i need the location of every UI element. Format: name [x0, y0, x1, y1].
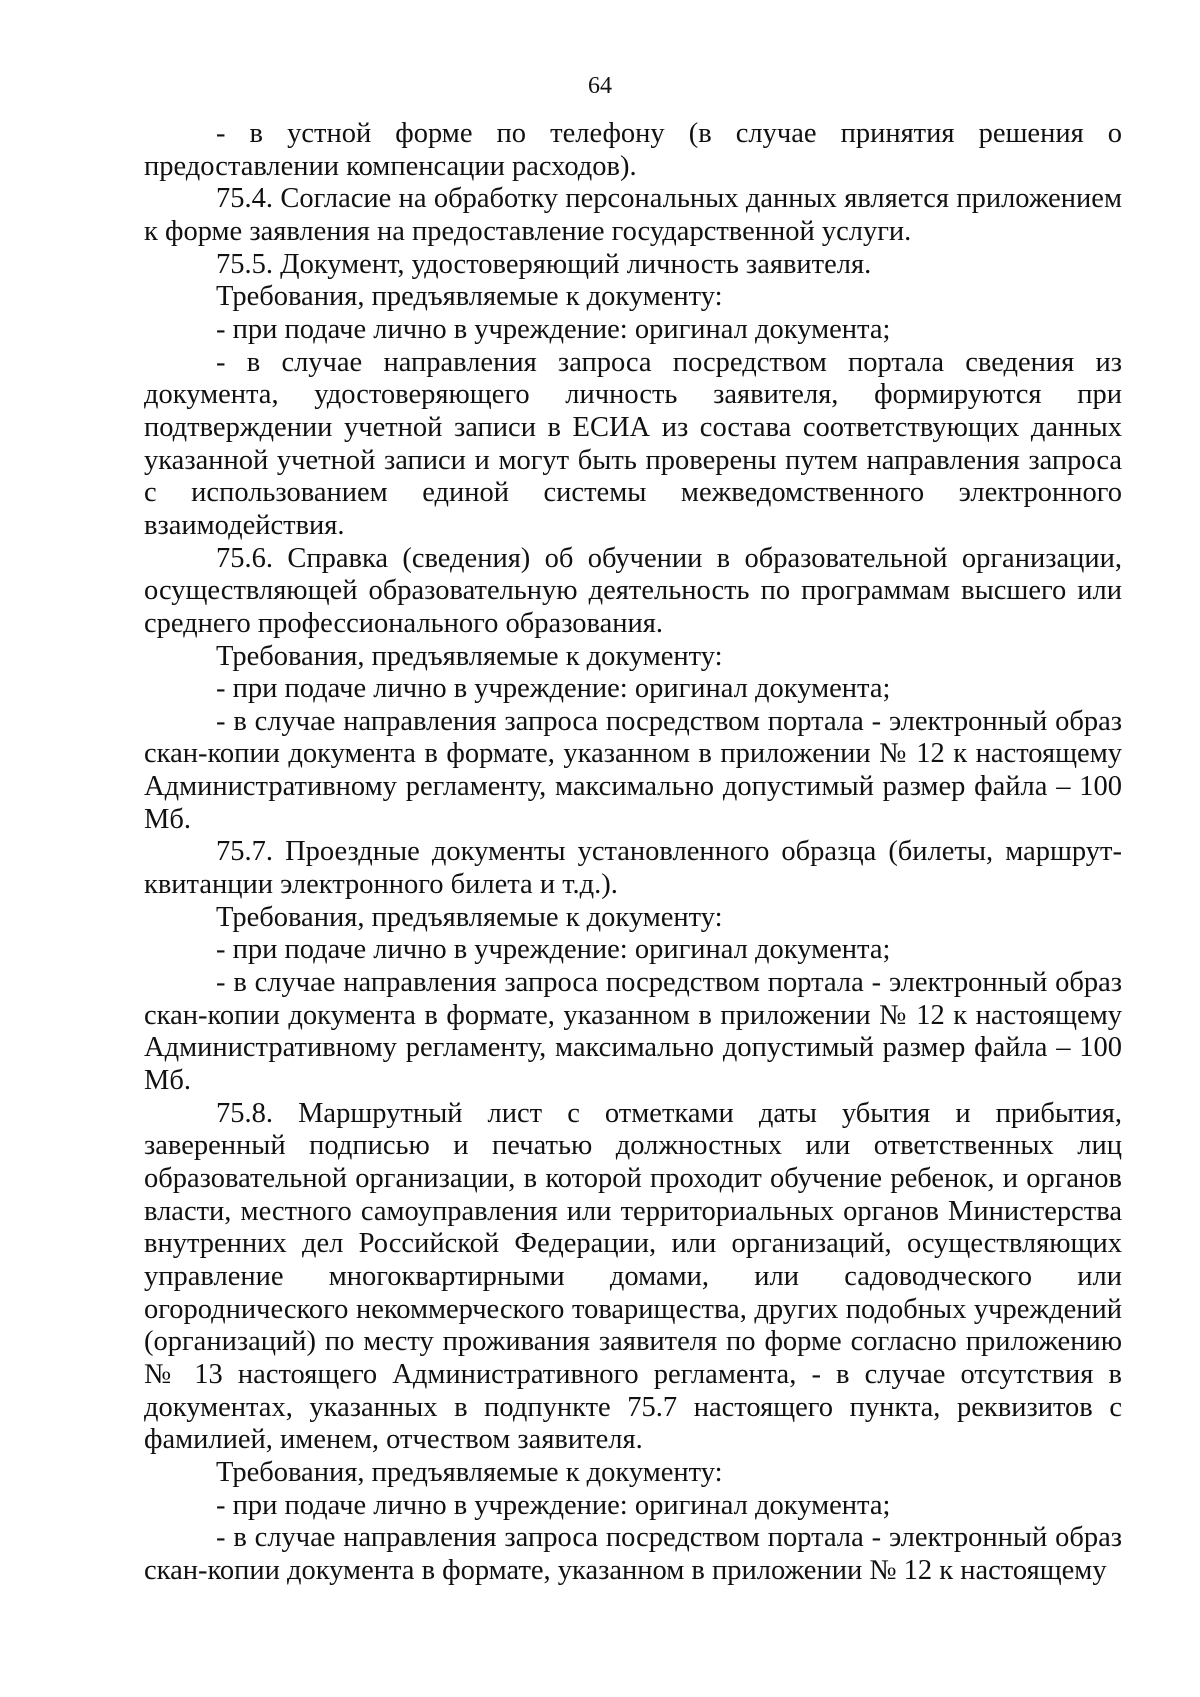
paragraph: - в случае направления запроса посредством портала - электронный образ скан-копии документа в формате, указанном в приложении № 12 к настоящему [144, 1522, 1122, 1586]
paragraph: - при подаче лично в учреждение: оригинал документа; [216, 673, 891, 705]
paragraph: - в случае направления запроса посредством портала сведения из документа, удостоверяющего личность заявителя, формируются при подтверждении учетной записи в ЕСИА из состава соответствующих данных указанной учетной записи и могут быть проверены путем направления запроса с использованием единой системы межведомственного электронного взаимодействия. [144, 346, 1122, 541]
paragraph: Требования, предъявляемые к документу: [216, 901, 723, 933]
paragraph: 75.5. Документ, удостоверяющий личность заявителя. [216, 248, 872, 280]
paragraph: - при подаче лично в учреждение: оригинал документа; [216, 1489, 891, 1521]
paragraph: 75.7. Проездные документы установленного образца (билеты, маршрут-квитанции электронного билета и т.д.). [144, 836, 1122, 901]
paragraph: - при подаче лично в учреждение: оригинал документа; [216, 934, 891, 966]
paragraph: 75.8. Маршрутный лист с отметками даты убытия и прибытия, заверенный подписью и печатью должностных или ответственных лиц образовательной организации, в которой проходит обучение ребенок, и органов власти, местного самоуправления или территориальных органов Министерства внутренних дел Российской Федерации, или организаций, осуществляющих управление многоквартирными домами, или садоводческого или огороднического некоммерческого товарищества, других подобных учреждений (организаций) по месту проживания заявителя по форме согласно приложению № 13 настоящего Административного регламента, - в случае отсутствия в документах, указанных в подпункте 75.7 настоящего пункта, реквизитов с фамилией, именем, отчеством заявителя. [144, 1097, 1122, 1456]
paragraph: - при подаче лично в учреждение: оригинал документа; [216, 313, 891, 345]
paragraph: - в случае направления запроса посредством портала - электронный образ скан-копии документа в формате, указанном в приложении № 12 к настоящему Административному регламенту, максимально допустимый размер файла – 100 Мб. [144, 705, 1122, 835]
paragraph: - в случае направления запроса посредством портала - электронный образ скан-копии документа в формате, указанном в приложении № 12 к настоящему Административному регламенту, максимально допустимый размер файла – 100 Мб. [144, 967, 1122, 1097]
paragraph: Требования, предъявляемые к документу: [216, 1456, 723, 1488]
paragraph: Требования, предъявляемые к документу: [216, 640, 723, 672]
paragraph: 75.4. Согласие на обработку персональных данных является приложением к форме заявления на предоставление государственной услуги. [144, 183, 1122, 247]
paragraph: - в устной форме по телефону (в случае принятия решения о предоставлении компенсации расходов). [144, 118, 1122, 182]
paragraph: Требования, предъявляемые к документу: [216, 281, 723, 313]
document-body [144, 118, 1122, 1588]
page-number: 64 [588, 73, 612, 99]
paragraph: 75.6. Справка (сведения) об обучении в образовательной организации, осуществляющей образовательную деятельность по программам высшего или среднего профессионального образования. [144, 542, 1122, 639]
